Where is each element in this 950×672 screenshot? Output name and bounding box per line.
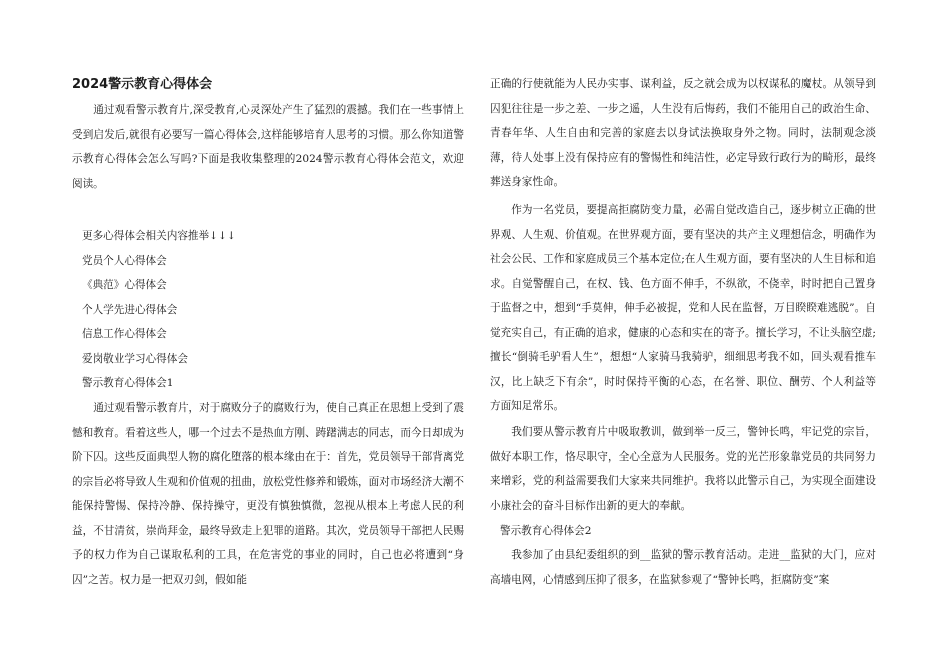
related-link-1[interactable]: 党员个人心得体会 [82,255,167,267]
document-title: 2024警示教育心得体会 [72,77,213,92]
related-link-5[interactable]: 爱岗敬业学习心得体会 [82,353,188,365]
related-link-3[interactable]: 个人学先进心得体会 [82,304,178,316]
section1-paragraph-2: 作为一名党员，要提高拒腐防变力量，必需自觉改造自己，逐步树立正确的世界观、人生观、价值观。在世界观方面，要有坚决的共产主义理想信念，明确作为社会公民、工作和家庭成员三个基本定位;在人生观方面，要有坚决的人生目标和追求。自觉警醒自己，在权、钱、色方面不伸手，不纵欲，不侥幸，时时把自己置身于监督之中，想到“手莫伸，伸手必被捉，党和人民在监督，万目睽睽难逃脱”。自觉充实自己，有正确的追求，健康的心态和实在的寄予。擅长学习，不让头脑空虚;擅长“倒骑毛驴看人生”，想想“人家骑马我骑驴，细细思考我不如，回头观看推车汉，比上缺乏下有余”，时时保持平衡的心态，在名誉、职位、酬劳、个人利益等方面知足常乐。 [490,204,876,412]
section1-paragraph-1-continued: 正确的行使就能为人民办实事、谋利益，反之就会成为以权谋私的魔杖。从领导到囚犯往往是一步之差、一步之遥，人生没有后悔药，我们不能用自己的政治生命、青春年华、人生自由和完善的家庭去以身试法换取身外之物。同时，法制观念淡薄，待人处事上没有保持应有的警惕性和纯洁性，必定导致行政行为的畸形，最终葬送身家性命。 [490,78,876,188]
section2-paragraph-1: 我参加了由县纪委组织的到__监狱的警示教育活动。走进__监狱的大门，应对高墙电网，心情感到压抑了很多，在监狱参观了“警钟长鸣，拒腐防变”案 [490,549,876,586]
section2-title: 警示教育心得体会2 [500,525,592,537]
section1-title: 警示教育心得体会1 [82,377,174,389]
section1-paragraph-1: 通过观看警示教育片，对于腐败分子的腐败行为，使自己真正在思想上受到了震憾和教育。看着这些人，哪一个过去不是热血方刚、踌躇满志的同志，而今日却成为阶下囚。这些反面典型人物的腐化堕落的根本缘由在于：首先，党员领导干部背离党的宗旨必将导致人生观和价值观的扭曲，放松党性修养和锻炼，面对市场经济大潮不能保持警惕、保持冷静、保持操守，更没有慎独慎微，忽视从根本上考虑人民的利益，不甘清贫，崇尚拜金，最终导致走上犯罪的道路。其次，党员领导干部把人民赐予的权力作为自己谋取私利的工具，在危害党的事业的同时，自己也必将遭到“身囚”之苦。权力是一把双刃剑，假如能 [72,402,464,586]
intro-paragraph: 通过观看警示教育片,深受教育,心灵深处产生了猛烈的震撼。我们在一些事情上受到启发后,就很有必要写一篇心得体会,这样能够培育人思考的习惯。那么你知道警示教育心得体会怎么写吗?下面是我收集整理的2024警示教育心得体会范文，欢迎阅读。 [72,104,464,190]
related-link-2[interactable]: 《典范》心得体会 [82,279,167,291]
section1-paragraph-3: 我们要从警示教育片中吸取教训，做到举一反三，警钟长鸣，牢记党的宗旨，做好本职工作，恪尽职守，全心全意为人民服务。党的光芒形象靠党员的共同努力来增彩，党的利益需要我们大家来共同维护。我将以此警示自己，为实现全面建设小康社会的奋斗目标作出新的更大的奉献。 [490,426,876,512]
related-link-4[interactable]: 信息工作心得体会 [82,328,167,340]
more-heading: 更多心得体会相关内容推举↓↓↓ [82,230,236,242]
